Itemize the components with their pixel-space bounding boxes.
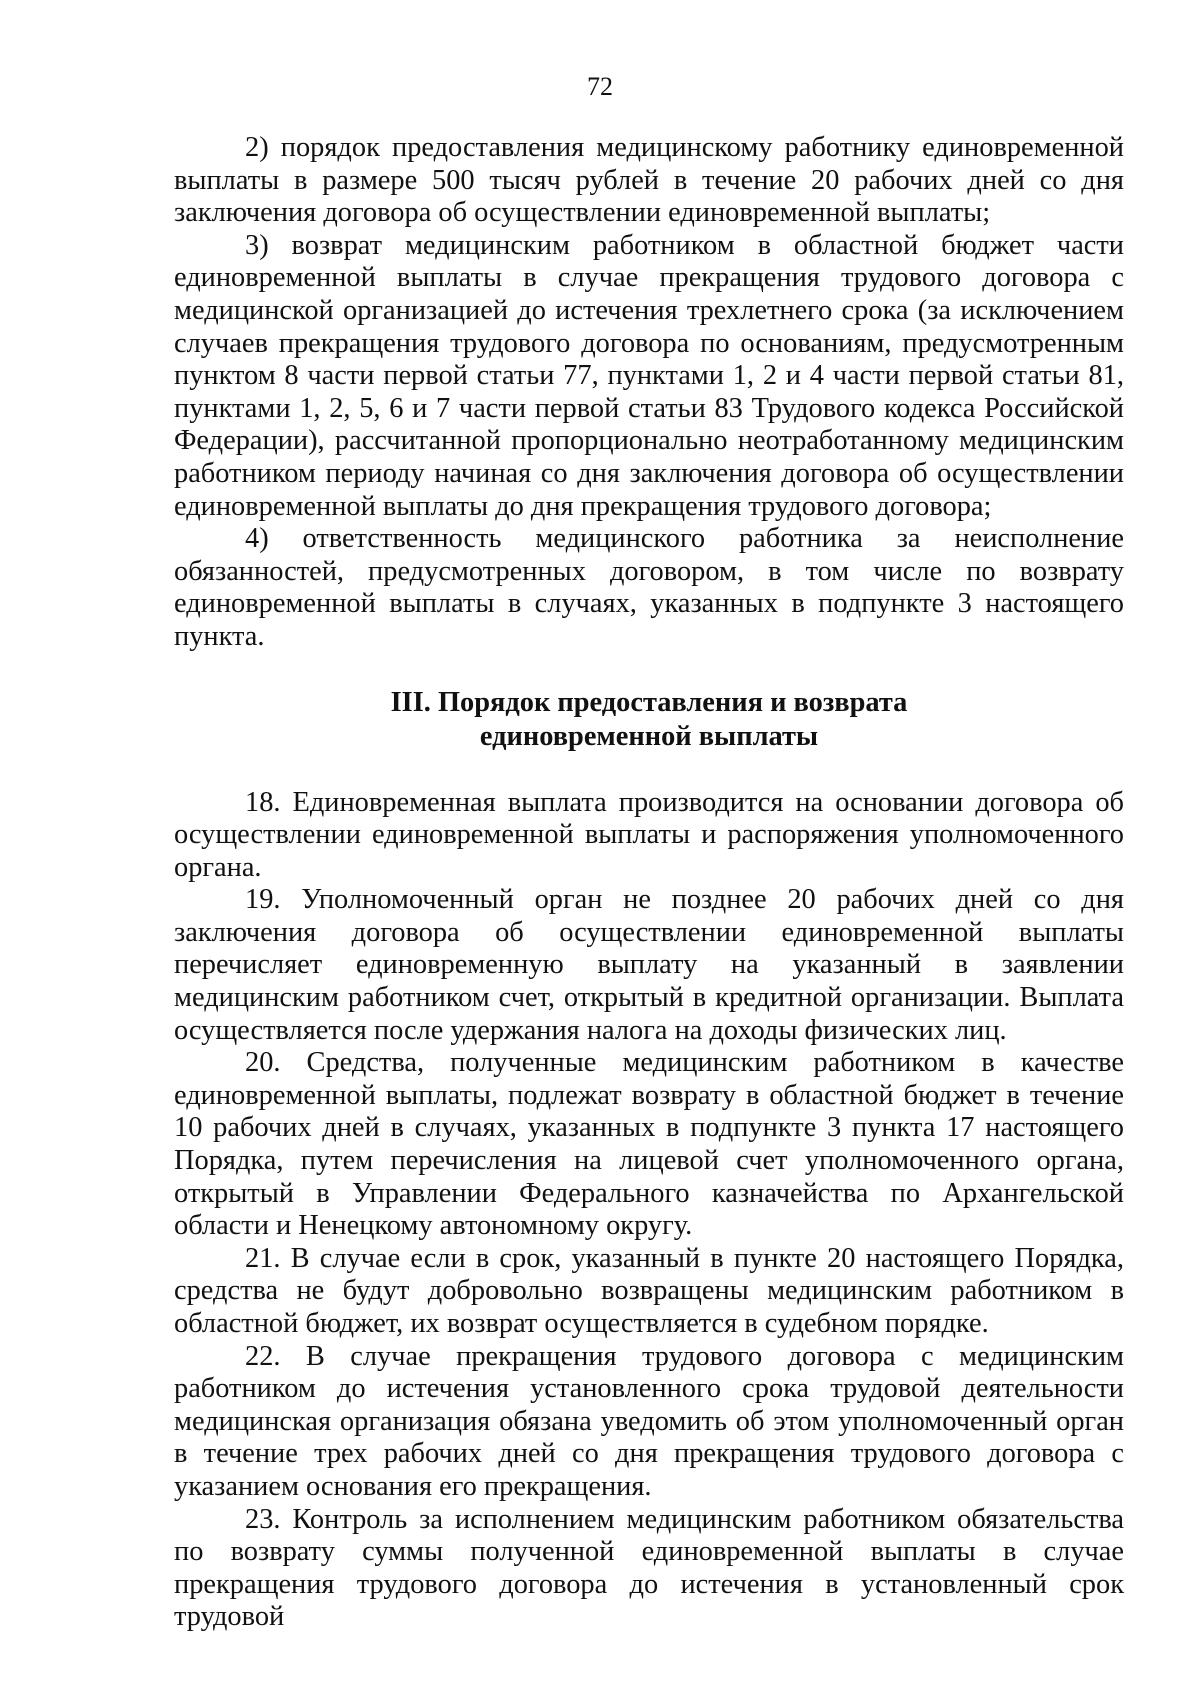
section-heading-line-2: единовременной выплаты — [479, 720, 819, 752]
paragraph-22: 22. В случае прекращения трудового договора с медицинским работником до истечения установленного срока трудовой деятельности медицинская организация обязана уведомить об этом уполномоченный орган в течение трех рабочих дней со дня прекращения трудового договора с указанием основания его прекращения. — [174, 1340, 1124, 1502]
paragraph-19: 19. Уполномоченный орган не позднее 20 рабочих дней со дня заключения договора об осуществлении единовременной выплаты перечисляет единовременную выплату на указанный в заявлении медицинским работником счет, открытый в кредитной организации. Выплата осуществляется после удержания налога на доходы физических лиц. — [174, 884, 1124, 1046]
paragraph-item-3: 3) возврат медицинским работником в областной бюджет части единовременной выплаты в случае прекращения трудового договора с медицинской организацией до истечения трехлетнего срока (за исключением случаев прекращения трудового договора по основаниям, предусмотренным пунктом 8 части первой статьи 77, пунктами 1, 2 и 4 части первой статьи 81, пунктами 1, 2, 5, 6 и 7 части первой статьи 83 Трудового кодекса Российской Федерации), рассчитанной пропорционально неотработанному медицинским работником периоду начиная со дня заключения договора об осуществлении единовременной выплаты до дня прекращения трудового договора; — [174, 229, 1124, 522]
paragraph-18: 18. Единовременная выплата производится на основании договора об осуществлении единовременной выплаты и распоряжения уполномоченного органа. — [174, 786, 1124, 883]
section-heading — [174, 686, 1124, 754]
paragraph-item-4: 4) ответственность медицинского работника за неисполнение обязанностей, предусмотренных договором, в том числе по возврату единовременной выплаты в случаях, указанных в подпункте 3 настоящего пункта. — [174, 523, 1124, 652]
section-heading-line-1: III. Порядок предоставления и возврата — [390, 686, 908, 718]
page-number: 72 — [587, 72, 613, 101]
paragraph-item-2: 2) порядок предоставления медицинскому работнику единовременной выплаты в размере 500 тысяч рублей в течение 20 рабочих дней со дня заключения договора об осуществлении единовременной выплаты; — [174, 132, 1124, 229]
paragraph-21: 21. В случае если в срок, указанный в пункте 20 настоящего Порядка, средства не будут добровольно возвращены медицинским работником в областной бюджет, их возврат осуществляется в судебном порядке. — [174, 1242, 1124, 1339]
document-body — [174, 132, 1124, 1634]
paragraph-23: 23. Контроль за исполнением медицинским работником обязательства по возврату суммы полученной единовременной выплаты в случае прекращения трудового договора до истечения в установленный срок трудовой — [174, 1503, 1124, 1633]
paragraph-20: 20. Средства, полученные медицинским работником в качестве единовременной выплаты, подлежат возврату в областной бюджет в течение 10 рабочих дней в случаях, указанных в подпункте 3 пункта 17 настоящего Порядка, путем перечисления на лицевой счет уполномоченного органа, открытый в Управлении Федерального казначейства по Архангельской области и Ненецкому автономному округу. — [174, 1047, 1124, 1242]
